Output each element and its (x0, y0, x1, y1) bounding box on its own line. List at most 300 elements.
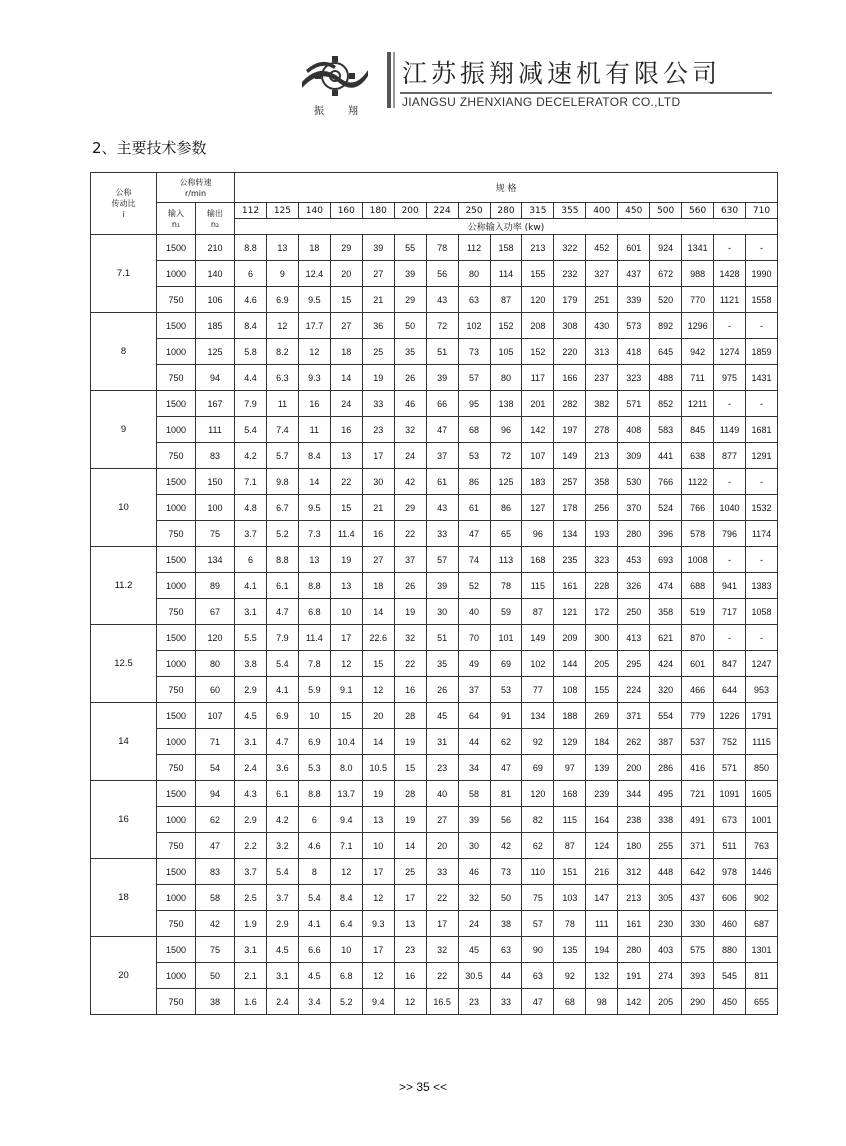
power-cell: 44 (490, 963, 522, 989)
power-cell: 583 (650, 417, 682, 443)
power-cell: 1058 (746, 599, 778, 625)
power-cell: 10.5 (362, 755, 394, 781)
power-cell: 24 (458, 911, 490, 937)
power-cell: 278 (586, 417, 618, 443)
power-cell: 32 (394, 625, 426, 651)
power-cell: 17 (330, 625, 362, 651)
power-cell: 621 (650, 625, 682, 651)
power-cell: 16 (394, 677, 426, 703)
power-cell: 73 (458, 339, 490, 365)
power-cell: 19 (394, 729, 426, 755)
power-cell: 450 (714, 989, 746, 1015)
power-cell: 14 (298, 469, 330, 495)
power-cell: 164 (586, 807, 618, 833)
power-cell: 573 (618, 313, 650, 339)
input-speed-cell: 1500 (157, 391, 196, 417)
power-cell: 20 (330, 261, 362, 287)
power-cell: 35 (394, 339, 426, 365)
power-cell: 9.4 (330, 807, 362, 833)
power-cell: - (714, 547, 746, 573)
power-cell: 3.1 (266, 963, 298, 989)
power-cell: 2.4 (235, 755, 267, 781)
power-cell: 466 (682, 677, 714, 703)
power-cell: 178 (554, 495, 586, 521)
power-cell: 15 (330, 495, 362, 521)
power-cell: 18 (362, 573, 394, 599)
power-cell: - (746, 547, 778, 573)
power-cell: 155 (586, 677, 618, 703)
power-cell: 92 (522, 729, 554, 755)
table-row (91, 859, 778, 885)
power-cell: 25 (394, 859, 426, 885)
power-cell: 941 (714, 573, 746, 599)
table-row (91, 365, 778, 391)
output-speed-cell: 94 (196, 781, 235, 807)
power-cell: 7.8 (298, 651, 330, 677)
power-cell: 72 (490, 443, 522, 469)
ratio-cell: 9 (91, 391, 157, 469)
power-cell: 3.1 (235, 937, 267, 963)
table-row (91, 677, 778, 703)
power-cell: 10.4 (330, 729, 362, 755)
power-cell: 320 (650, 677, 682, 703)
power-cell: 326 (618, 573, 650, 599)
output-speed-cell: 167 (196, 391, 235, 417)
table-row (91, 261, 778, 287)
input-speed-cell: 750 (157, 989, 196, 1015)
power-cell: 228 (586, 573, 618, 599)
input-speed-cell: 1000 (157, 729, 196, 755)
power-cell: 70 (458, 625, 490, 651)
power-cell: 37 (426, 443, 458, 469)
table-row (91, 703, 778, 729)
power-cell: 87 (490, 287, 522, 313)
power-cell: 17 (362, 859, 394, 885)
power-cell: 58 (458, 781, 490, 807)
power-cell: 441 (650, 443, 682, 469)
power-cell: 68 (458, 417, 490, 443)
power-cell: 152 (522, 339, 554, 365)
size-header: 140 (298, 203, 330, 219)
power-cell: 21 (362, 495, 394, 521)
size-header: 180 (362, 203, 394, 219)
power-cell: 27 (330, 313, 362, 339)
power-cell: 166 (554, 365, 586, 391)
input-speed-cell: 750 (157, 287, 196, 313)
power-cell: 763 (746, 833, 778, 859)
power-cell: - (714, 391, 746, 417)
input-symbol: n₁ (171, 219, 181, 229)
power-cell: 19 (394, 599, 426, 625)
power-cell: 554 (650, 703, 682, 729)
table-row (91, 963, 778, 989)
speed-header (157, 173, 235, 203)
power-cell: 491 (682, 807, 714, 833)
size-header: 355 (554, 203, 586, 219)
power-cell: 51 (426, 339, 458, 365)
power-cell: - (746, 391, 778, 417)
power-cell: 39 (394, 261, 426, 287)
power-cell: 102 (458, 313, 490, 339)
power-cell: 308 (554, 313, 586, 339)
power-cell: 495 (650, 781, 682, 807)
power-cell: 779 (682, 703, 714, 729)
power-cell: 4.7 (266, 729, 298, 755)
company-name-en: JIANGSU ZHENXIANG DECELERATOR CO.,LTD (402, 95, 681, 109)
table-row (91, 807, 778, 833)
power-cell: 687 (746, 911, 778, 937)
power-cell: 235 (554, 547, 586, 573)
power-cell: 15 (362, 651, 394, 677)
ratio-cell: 14 (91, 703, 157, 781)
power-cell: 9.5 (298, 495, 330, 521)
power-cell: 2.5 (235, 885, 267, 911)
power-cell: 453 (618, 547, 650, 573)
power-cell: 892 (650, 313, 682, 339)
input-speed-cell: 750 (157, 911, 196, 937)
power-cell: 127 (522, 495, 554, 521)
power-cell: 19 (330, 547, 362, 573)
power-cell: 108 (554, 677, 586, 703)
power-cell: 13 (330, 443, 362, 469)
power-cell: 12.4 (298, 261, 330, 287)
power-cell: 488 (650, 365, 682, 391)
power-cell: 978 (714, 859, 746, 885)
power-cell: 6.8 (298, 599, 330, 625)
power-cell: 9.3 (362, 911, 394, 937)
power-cell: 29 (394, 495, 426, 521)
power-cell: 12 (362, 677, 394, 703)
power-cell: 1247 (746, 651, 778, 677)
ratio-header (91, 173, 157, 235)
size-header: 500 (650, 203, 682, 219)
power-cell: 327 (586, 261, 618, 287)
input-speed-cell: 1000 (157, 417, 196, 443)
power-cell: 22 (394, 521, 426, 547)
power-cell: 8.0 (330, 755, 362, 781)
power-cell: 32 (394, 417, 426, 443)
power-cell: 3.1 (235, 599, 267, 625)
table-row (91, 833, 778, 859)
power-cell: 601 (682, 651, 714, 677)
power-cell: 13 (266, 235, 298, 261)
size-header: 125 (266, 203, 298, 219)
power-cell: 845 (682, 417, 714, 443)
output-symbol: n₂ (210, 219, 220, 229)
power-cell: 6.9 (298, 729, 330, 755)
power-cell: 6.9 (266, 703, 298, 729)
table-row (91, 729, 778, 755)
logo-char-left: 振 (314, 106, 324, 117)
power-cell: 15 (330, 703, 362, 729)
power-cell: 37 (458, 677, 490, 703)
power-cell: 47 (522, 989, 554, 1015)
power-cell: 4.2 (266, 807, 298, 833)
output-label: 输出 (207, 208, 223, 218)
power-cell: 766 (682, 495, 714, 521)
power-cell: 31 (426, 729, 458, 755)
power-cell: 33 (426, 521, 458, 547)
power-cell: 193 (586, 521, 618, 547)
power-cell: 63 (490, 937, 522, 963)
output-speed-cell: 100 (196, 495, 235, 521)
power-cell: 12 (330, 651, 362, 677)
power-cell: 286 (650, 755, 682, 781)
power-cell: 12 (298, 339, 330, 365)
ratio-header-line3: i (122, 210, 125, 219)
table-row (91, 781, 778, 807)
power-cell: 6 (298, 807, 330, 833)
power-cell: 11.4 (330, 521, 362, 547)
power-cell: 3.7 (235, 521, 267, 547)
power-cell: 530 (618, 469, 650, 495)
power-cell: 238 (618, 807, 650, 833)
power-cell: 1428 (714, 261, 746, 287)
power-cell: 6 (235, 261, 267, 287)
power-cell: 20 (362, 703, 394, 729)
power-cell: 5.8 (235, 339, 267, 365)
power-cell: 47 (426, 417, 458, 443)
output-speed-cell: 62 (196, 807, 235, 833)
power-cell: 68 (554, 989, 586, 1015)
power-cell: 39 (362, 235, 394, 261)
power-cell: 537 (682, 729, 714, 755)
power-cell: 97 (554, 755, 586, 781)
power-cell: 1791 (746, 703, 778, 729)
power-cell: 313 (586, 339, 618, 365)
power-cell: 4.6 (298, 833, 330, 859)
power-cell: 13 (394, 911, 426, 937)
power-cell: 201 (522, 391, 554, 417)
power-cell: 8.8 (266, 547, 298, 573)
power-cell: 1040 (714, 495, 746, 521)
output-speed-cell: 80 (196, 651, 235, 677)
power-cell: 4.2 (235, 443, 267, 469)
power-cell: 251 (586, 287, 618, 313)
power-cell: 129 (554, 729, 586, 755)
power-cell: 22 (394, 651, 426, 677)
ratio-cell: 10 (91, 469, 157, 547)
power-cell: 17.7 (298, 313, 330, 339)
output-speed-cell: 83 (196, 859, 235, 885)
power-cell: 30.5 (458, 963, 490, 989)
power-cell: 17 (362, 937, 394, 963)
power-cell: 322 (554, 235, 586, 261)
power-cell: 95 (458, 391, 490, 417)
power-cell: 33 (426, 859, 458, 885)
power-cell: 519 (682, 599, 714, 625)
power-cell: 56 (490, 807, 522, 833)
power-cell: 371 (682, 833, 714, 859)
power-cell: - (714, 469, 746, 495)
power-cell: 1008 (682, 547, 714, 573)
power-cell: 117 (522, 365, 554, 391)
power-cell: 16.5 (426, 989, 458, 1015)
power-cell: 852 (650, 391, 682, 417)
power-cell: 3.2 (266, 833, 298, 859)
power-cell: 1296 (682, 313, 714, 339)
power-cell: 18 (330, 339, 362, 365)
size-header: 112 (235, 203, 267, 219)
power-cell: 22.6 (362, 625, 394, 651)
power-cell: 770 (682, 287, 714, 313)
power-cell: 370 (618, 495, 650, 521)
power-cell: 17 (362, 443, 394, 469)
power-cell: 80 (490, 365, 522, 391)
power-cell: 51 (426, 625, 458, 651)
table-row (91, 339, 778, 365)
power-cell: 35 (426, 651, 458, 677)
power-cell: 144 (554, 651, 586, 677)
power-cell: 2.9 (235, 807, 267, 833)
header-row (91, 203, 778, 219)
power-cell: 953 (746, 677, 778, 703)
power-cell: 147 (586, 885, 618, 911)
power-cell: 2.9 (266, 911, 298, 937)
power-cell: 655 (746, 989, 778, 1015)
power-cell: 161 (618, 911, 650, 937)
power-cell: 5.3 (298, 755, 330, 781)
size-header: 224 (426, 203, 458, 219)
power-cell: 2.4 (266, 989, 298, 1015)
power-cell: 403 (650, 937, 682, 963)
ratio-cell: 11.2 (91, 547, 157, 625)
power-cell: - (714, 313, 746, 339)
power-cell: 330 (682, 911, 714, 937)
power-cell: 382 (586, 391, 618, 417)
power-cell: 43 (426, 287, 458, 313)
power-cell: 39 (426, 365, 458, 391)
output-speed-cell: 210 (196, 235, 235, 261)
size-header: 315 (522, 203, 554, 219)
power-cell: 50 (490, 885, 522, 911)
power-cell: 86 (458, 469, 490, 495)
power-cell: 721 (682, 781, 714, 807)
power-cell: 45 (426, 703, 458, 729)
output-speed-cell: 60 (196, 677, 235, 703)
power-cell: 688 (682, 573, 714, 599)
output-speed-cell: 134 (196, 547, 235, 573)
output-speed-cell: 107 (196, 703, 235, 729)
power-cell: 4.7 (266, 599, 298, 625)
output-speed-cell: 38 (196, 989, 235, 1015)
power-cell: 902 (746, 885, 778, 911)
ratio-cell: 7.1 (91, 235, 157, 313)
power-cell: 645 (650, 339, 682, 365)
power-cell: 52 (458, 573, 490, 599)
power-cell: 132 (586, 963, 618, 989)
power-cell: 28 (394, 781, 426, 807)
section-title: 2、主要技术参数 (92, 139, 207, 157)
power-cell: 107 (522, 443, 554, 469)
power-cell: 9 (266, 261, 298, 287)
output-speed-cell: 71 (196, 729, 235, 755)
power-cell: 168 (522, 547, 554, 573)
power-cell: 46 (394, 391, 426, 417)
power-cell: 474 (650, 573, 682, 599)
table-row (91, 495, 778, 521)
header-rule (400, 92, 772, 94)
power-cell: 155 (522, 261, 554, 287)
power-cell: 606 (714, 885, 746, 911)
input-speed-cell: 750 (157, 443, 196, 469)
power-cell: 17 (426, 911, 458, 937)
power-cell: 1211 (682, 391, 714, 417)
power-cell: 511 (714, 833, 746, 859)
power-cell: 87 (522, 599, 554, 625)
company-logo (300, 52, 370, 116)
power-cell: 216 (586, 859, 618, 885)
spec-table (90, 172, 778, 1015)
power-cell: 168 (554, 781, 586, 807)
ratio-header-line2: 传动比 (111, 199, 136, 208)
power-cell: 69 (490, 651, 522, 677)
table-row (91, 651, 778, 677)
power-cell: 11 (298, 417, 330, 443)
power-cell: 256 (586, 495, 618, 521)
power-cell: 36 (362, 313, 394, 339)
power-cell: 880 (714, 937, 746, 963)
output-speed-cell: 106 (196, 287, 235, 313)
power-cell: 16 (362, 521, 394, 547)
speed-header-line1: 公称转速 (179, 177, 212, 187)
power-cell: 151 (554, 859, 586, 885)
power-cell: 1859 (746, 339, 778, 365)
power-cell: 424 (650, 651, 682, 677)
power-cell: 975 (714, 365, 746, 391)
company-name-cn: 江苏振翔减速机有限公司 (402, 59, 722, 88)
power-cell: 113 (490, 547, 522, 573)
power-cell: 179 (554, 287, 586, 313)
ratio-cell: 18 (91, 859, 157, 937)
power-cell: 850 (746, 755, 778, 781)
power-cell: 3.8 (235, 651, 267, 677)
ratio-cell: 8 (91, 313, 157, 391)
table-row (91, 391, 778, 417)
power-cell: 12 (362, 885, 394, 911)
power-cell: 142 (522, 417, 554, 443)
input-speed-cell: 1500 (157, 547, 196, 573)
input-speed-header (157, 203, 196, 235)
power-cell: 300 (586, 625, 618, 651)
table-row (91, 287, 778, 313)
power-cell: 61 (426, 469, 458, 495)
power-cell: 1115 (746, 729, 778, 755)
power-cell: 135 (554, 937, 586, 963)
power-cell: 1990 (746, 261, 778, 287)
power-cell: 42 (490, 833, 522, 859)
power-cell: 280 (618, 937, 650, 963)
power-cell: 53 (458, 443, 490, 469)
input-speed-cell: 1000 (157, 573, 196, 599)
size-header: 250 (458, 203, 490, 219)
power-cell: 20 (426, 833, 458, 859)
power-cell: 12 (362, 963, 394, 989)
power-cell: 23 (394, 937, 426, 963)
power-cell: 75 (522, 885, 554, 911)
power-cell: 63 (522, 963, 554, 989)
gear-logo-icon (300, 52, 370, 100)
input-speed-cell: 1500 (157, 781, 196, 807)
power-cell: 114 (490, 261, 522, 287)
power-cell: 208 (522, 313, 554, 339)
table-row (91, 599, 778, 625)
table-row (91, 911, 778, 937)
input-speed-cell: 1500 (157, 703, 196, 729)
power-cell: 18 (298, 235, 330, 261)
power-cell: 50 (394, 313, 426, 339)
power-cell: 711 (682, 365, 714, 391)
